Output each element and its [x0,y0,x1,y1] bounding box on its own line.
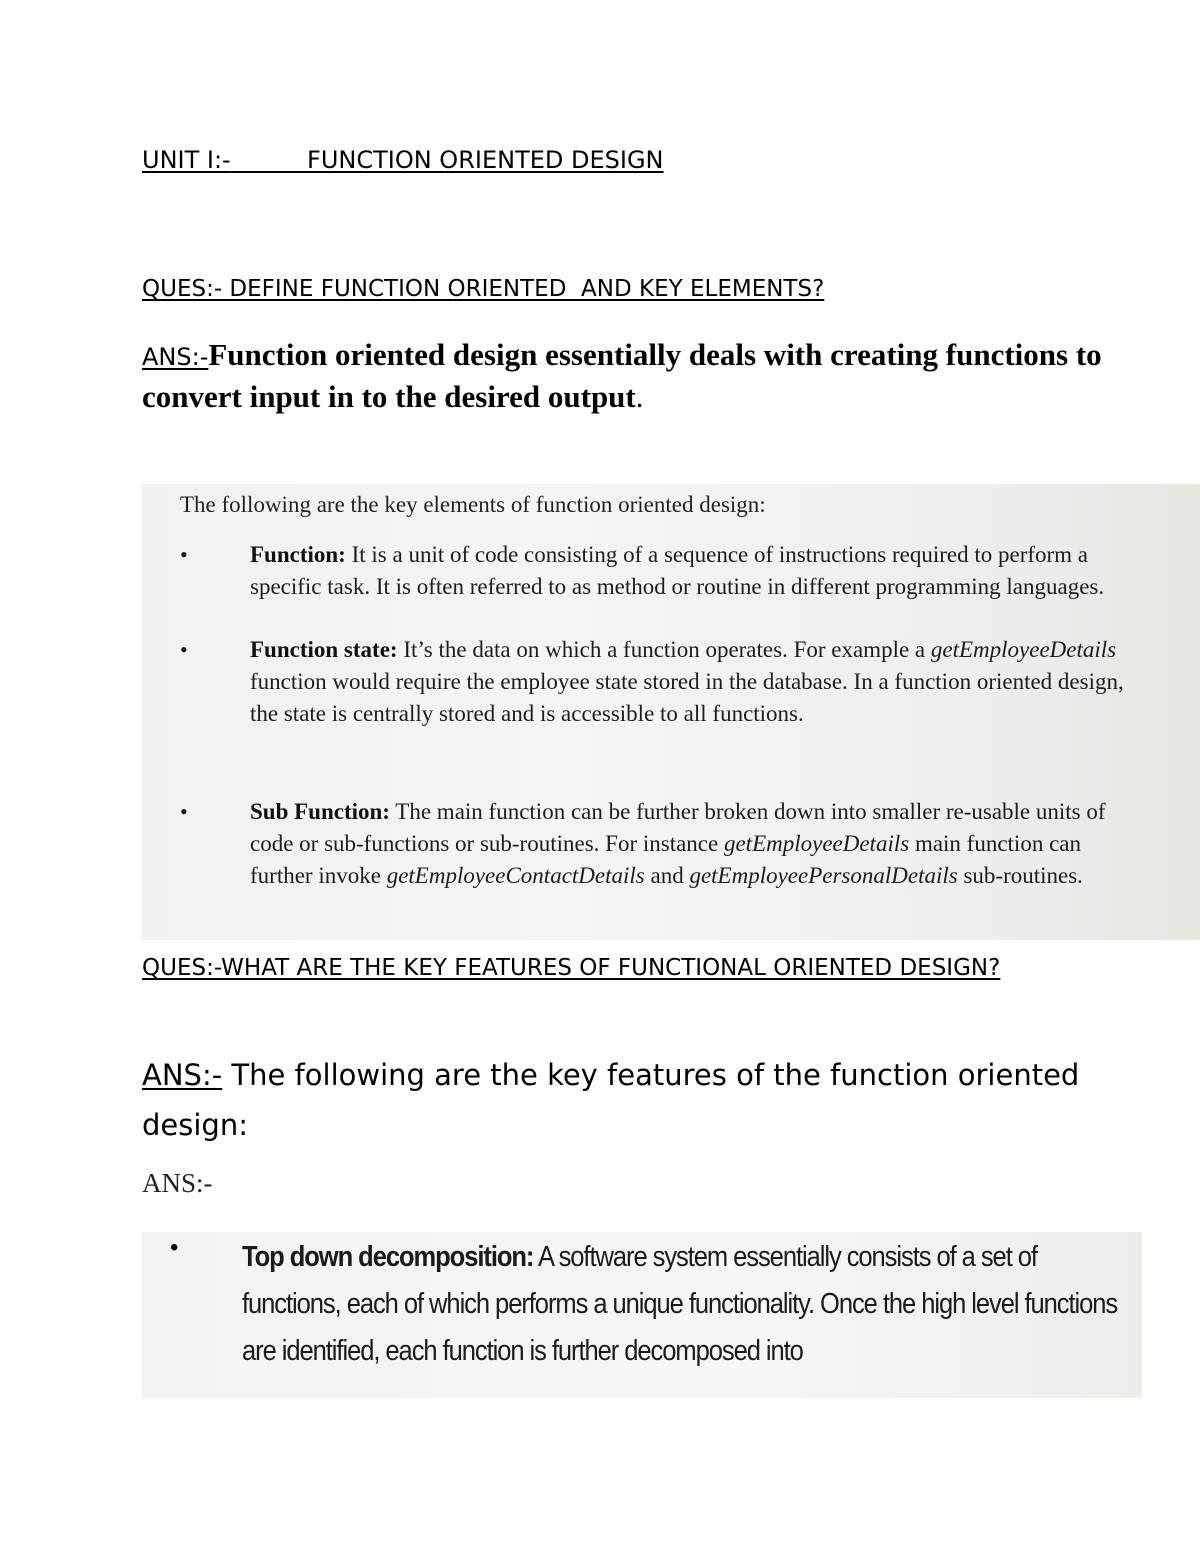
key-elements-intro: The following are the key elements of function oriented design: [180,492,766,517]
answer-1-text: Function oriented design essentially deals with creating functions to convert input in to the desired output [142,337,1102,414]
bullet: • [180,542,188,567]
key-element-text: and [644,863,690,888]
feature-term: Top down decomposition: [242,1241,534,1273]
key-element-sub-function [180,796,1130,892]
key-element-text: function would require the employee state stored in the database. In a function oriented design, the state is centrally stored and is accessible to all functions. [250,669,1124,726]
answer-1 [142,334,1132,418]
bullet: • [180,799,188,824]
features-scan [142,1232,1142,1398]
unit-label: UNIT I:- [142,146,231,174]
key-element-italic: getEmployeeContactDetails [386,863,645,888]
answer-2-label: ANS:- [142,1058,223,1092]
key-element-text: The main function can be further broken down into smaller re-usable units of code or sub-functions or sub-routines. For instance [250,799,1106,856]
key-element-italic: getEmployeePersonalDetails [689,863,958,888]
key-element-term: Sub Function: [250,799,390,824]
key-element-text: sub-routines. [957,863,1083,888]
bullet: • [180,637,188,662]
feature-text: A software system essentially consists of a set of functions, each of which performs a unique functionality. Once the high level functions are identified, each function is further decomposed into [242,1241,1118,1367]
key-element-function [180,539,1130,603]
question-1: QUES:- DEFINE FUNCTION ORIENTED AND KEY ELEMENTS? [142,276,825,302]
bullet: • [170,1234,179,1261]
key-element-italic: getEmployeeDetails [723,831,910,856]
key-element-text: main function can further invoke [250,831,1081,888]
key-element-term: Function: [250,542,346,567]
feature-top-down [242,1234,1122,1375]
answer-1-label: ANS:- [142,343,209,371]
answer-2 [142,1050,1102,1150]
answer-1-period: . [635,379,644,414]
key-elements-scan [142,484,1200,940]
unit-title: FUNCTION ORIENTED DESIGN [307,146,664,174]
key-element-term: Function state: [250,637,398,662]
key-element-text: It is a unit of code consisting of a sequence of instructions required to perform a specific task. It is often referred to as method or routine in different programming languages. [250,542,1105,599]
question-2: QUES:-WHAT ARE THE KEY FEATURES OF FUNCTIONAL ORIENTED DESIGN? [142,955,1001,981]
unit-gap [231,146,307,174]
key-element-function-state [180,634,1130,730]
key-element-italic: getEmployeeDetails [930,637,1117,662]
answer-2-text: The following are the key features of the function oriented design: [142,1058,1080,1142]
key-element-text: It’s the data on which a function operates. For example a [397,637,931,662]
answer-2-repeat-label: ANS:- [142,1168,213,1198]
unit-heading [142,146,664,174]
